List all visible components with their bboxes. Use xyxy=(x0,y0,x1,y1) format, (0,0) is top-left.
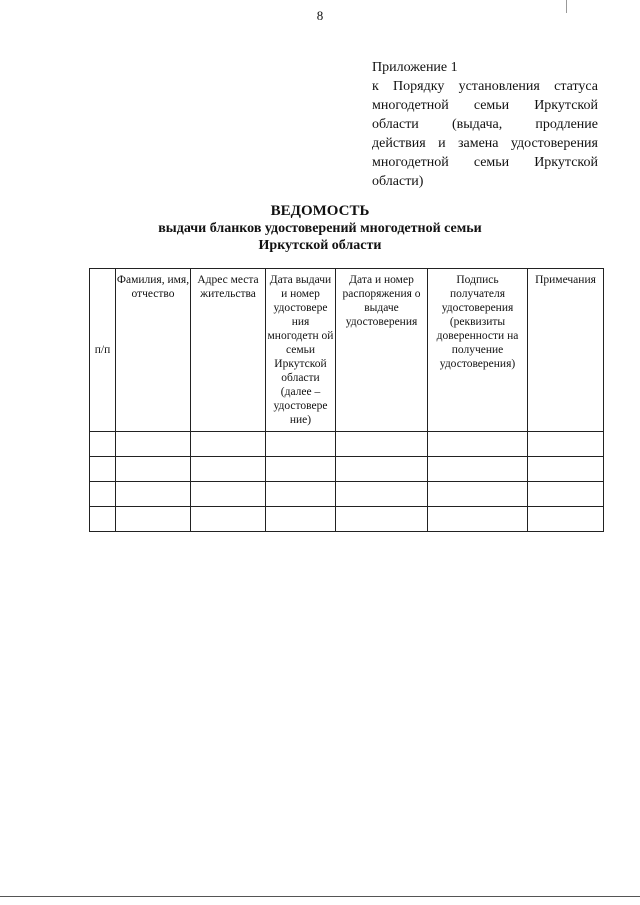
table-cell[interactable] xyxy=(191,507,266,532)
table-cell[interactable] xyxy=(336,507,428,532)
column-header-order-date-number: Дата и номер распоряжения о выдаче удостоверения xyxy=(336,269,428,432)
page-bottom-rule xyxy=(0,896,640,897)
title-subtitle: выдачи бланков удостоверений многодетной семьи xyxy=(158,221,482,236)
table-cell[interactable] xyxy=(336,432,428,457)
table-row xyxy=(90,457,604,482)
table-cell[interactable] xyxy=(90,432,116,457)
table-cell[interactable] xyxy=(428,507,528,532)
table-cell[interactable] xyxy=(191,482,266,507)
table-cell[interactable] xyxy=(116,507,191,532)
table-cell[interactable] xyxy=(90,507,116,532)
table-cell[interactable] xyxy=(116,457,191,482)
appendix-line: многодетной семьи Иркутской xyxy=(372,155,598,170)
table-cell[interactable] xyxy=(191,432,266,457)
table-cell[interactable] xyxy=(428,432,528,457)
table-cell[interactable] xyxy=(528,432,604,457)
table-cell[interactable] xyxy=(116,482,191,507)
title-subtitle: Иркутской области xyxy=(258,238,382,253)
table-header-row xyxy=(90,269,604,432)
table-cell[interactable] xyxy=(528,482,604,507)
table-cell[interactable] xyxy=(336,457,428,482)
title-main: ВЕДОМОСТЬ xyxy=(270,203,370,219)
column-header-recipient-signature: Подпись получателя удостоверения (реквизиты доверенности на получение удостоверения) xyxy=(428,269,528,432)
column-header-address: Адрес места жительства xyxy=(191,269,266,432)
table-cell[interactable] xyxy=(191,457,266,482)
register-table xyxy=(89,268,604,532)
appendix-line: многодетной семьи Иркутской xyxy=(372,98,598,113)
table-cell[interactable] xyxy=(266,482,336,507)
table-row xyxy=(90,507,604,532)
table-cell[interactable] xyxy=(266,507,336,532)
table-cell[interactable] xyxy=(116,432,191,457)
column-header-full-name: Фамилия, имя, отчество xyxy=(116,269,191,432)
table-row xyxy=(90,432,604,457)
appendix-line: области) xyxy=(372,174,424,189)
appendix-line: к Порядку установления статуса xyxy=(372,79,598,94)
column-header-issue-date-number: Дата выдачи и номер удостовере ния многодетн ой семьи Иркутской области (далее – удостовере ние) xyxy=(266,269,336,432)
column-header-number: п/п xyxy=(90,269,116,432)
table-cell[interactable] xyxy=(528,457,604,482)
table-cell[interactable] xyxy=(266,457,336,482)
appendix-line: действия и замена удостоверения xyxy=(372,136,598,151)
table-cell[interactable] xyxy=(528,507,604,532)
table-cell[interactable] xyxy=(90,457,116,482)
table-row xyxy=(90,482,604,507)
table-cell[interactable] xyxy=(428,482,528,507)
appendix-line: области (выдача, продление xyxy=(372,117,598,132)
page-number: 8 xyxy=(316,8,324,23)
appendix-note xyxy=(372,58,598,191)
table-cell[interactable] xyxy=(428,457,528,482)
table-cell[interactable] xyxy=(266,432,336,457)
column-header-notes: Примечания xyxy=(528,269,604,432)
appendix-label: Приложение 1 xyxy=(372,60,458,75)
table-cell[interactable] xyxy=(336,482,428,507)
table-cell[interactable] xyxy=(90,482,116,507)
document-title xyxy=(0,202,640,254)
